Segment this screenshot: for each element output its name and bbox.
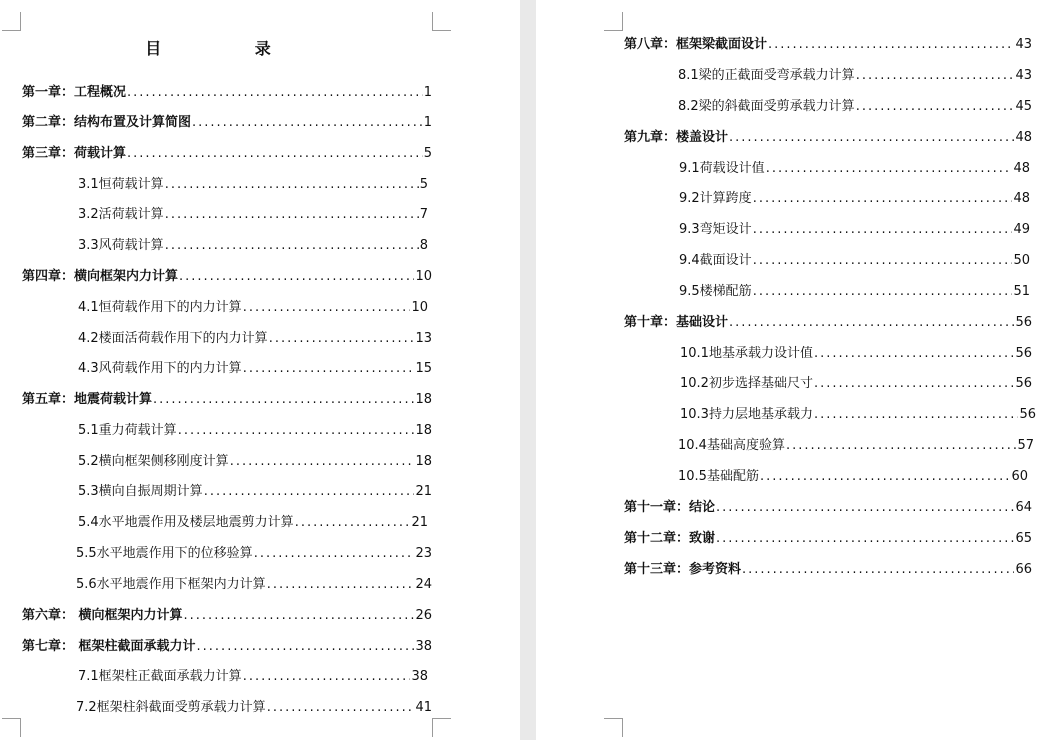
toc-entry[interactable]: 3.1恒荷载计算 ..... 5 bbox=[78, 175, 428, 195]
page-corner-mark bbox=[2, 12, 21, 31]
toc-entry[interactable]: 7.2框架柱斜截面受剪承载力计算 ..... 41 bbox=[76, 698, 432, 718]
toc-entry[interactable]: 第十二章：致谢 ..... 65 bbox=[624, 529, 1032, 549]
toc-entry[interactable]: 9.2计算跨度 ..... 48 bbox=[679, 189, 1030, 209]
toc-entry[interactable]: 第六章： 横向框架内力计算 ..... 26 bbox=[22, 606, 432, 626]
toc-entry[interactable]: 5.6水平地震作用下框架内力计算 ..... 24 bbox=[76, 575, 432, 595]
toc-entry[interactable]: 10.4基础高度验算 ..... 57 bbox=[678, 436, 1034, 456]
toc-entry[interactable]: 3.3风荷载计算 ..... 8 bbox=[78, 236, 428, 256]
toc-entry[interactable]: 9.5楼梯配筋 ..... 51 bbox=[679, 282, 1030, 302]
toc-entry[interactable]: 第三章：荷载计算 ..... 5 bbox=[22, 144, 432, 164]
toc-entry[interactable]: 8.2梁的斜截面受剪承载力计算 ..... 45 bbox=[678, 97, 1032, 117]
page-corner-mark bbox=[432, 12, 451, 31]
toc-entry[interactable]: 10.3持力层地基承载力 ..... 56 bbox=[680, 405, 1036, 425]
toc-entry[interactable]: 第九章：楼盖设计 ..... 48 bbox=[624, 128, 1032, 148]
document-page-right bbox=[536, 0, 1052, 740]
toc-entry[interactable]: 5.3横向自振周期计算 ..... 21 bbox=[78, 482, 432, 502]
toc-entry[interactable]: 第一章：工程概况 ..... 1 bbox=[22, 83, 432, 103]
toc-entry[interactable]: 第二章：结构布置及计算简图 ..... 1 bbox=[22, 113, 432, 133]
toc-entry[interactable]: 4.2楼面活荷载作用下的内力计算 ..... 13 bbox=[78, 329, 432, 349]
toc-entry[interactable]: 10.2初步选择基础尺寸 ..... 56 bbox=[680, 374, 1032, 394]
toc-entry[interactable]: 3.2活荷载计算 ..... 7 bbox=[78, 205, 428, 225]
toc-entry[interactable]: 第七章： 框架柱截面承载力计 ..... 38 bbox=[22, 637, 432, 657]
toc-entry[interactable]: 7.1框架柱正截面承载力计算 ..... 38 bbox=[78, 667, 428, 687]
page-corner-mark bbox=[432, 718, 451, 737]
page-corner-mark bbox=[604, 718, 623, 737]
toc-entry[interactable]: 4.1恒荷载作用下的内力计算 ..... 10 bbox=[78, 298, 428, 318]
toc-entry[interactable]: 9.1荷载设计值 ..... 48 bbox=[679, 159, 1030, 179]
toc-entry[interactable]: 9.4截面设计 ..... 50 bbox=[679, 251, 1030, 271]
toc-entry[interactable]: 5.4水平地震作用及楼层地震剪力计算 ..... 21 bbox=[78, 513, 428, 533]
toc-entry[interactable]: 第八章：框架梁截面设计 ..... 43 bbox=[624, 35, 1032, 55]
toc-entry[interactable]: 9.3弯矩设计 ..... 49 bbox=[679, 220, 1030, 240]
toc-entry[interactable]: 第十三章：参考资料 ..... 66 bbox=[624, 560, 1032, 580]
toc-entry[interactable]: 4.3风荷载作用下的内力计算 ..... 15 bbox=[78, 359, 432, 379]
toc-entry[interactable]: 5.2横向框架侧移刚度计算 ..... 18 bbox=[78, 452, 432, 472]
toc-entry[interactable]: 第五章：地震荷载计算 ..... 18 bbox=[22, 390, 432, 410]
page-corner-mark bbox=[604, 12, 623, 31]
document-page-left bbox=[0, 0, 520, 740]
toc-entry[interactable]: 第十一章：结论 ..... 64 bbox=[624, 498, 1032, 518]
page-corner-mark bbox=[2, 718, 21, 737]
toc-entry[interactable]: 5.5水平地震作用下的位移验算 ..... 23 bbox=[76, 544, 432, 564]
toc-entry[interactable]: 8.1梁的正截面受弯承载力计算 ..... 43 bbox=[678, 66, 1032, 86]
toc-entry[interactable]: 第十章：基础设计 ..... 56 bbox=[624, 313, 1032, 333]
toc-entry[interactable]: 10.5基础配筋 ..... 60 bbox=[678, 467, 1028, 487]
toc-entry[interactable]: 第四章：横向框架内力计算 ..... 10 bbox=[22, 267, 432, 287]
toc-entry[interactable]: 10.1地基承载力设计值 ..... 56 bbox=[680, 344, 1032, 364]
toc-entry[interactable]: 5.1重力荷载计算 ..... 18 bbox=[78, 421, 432, 441]
toc-title: 目 录 bbox=[145, 39, 315, 58]
